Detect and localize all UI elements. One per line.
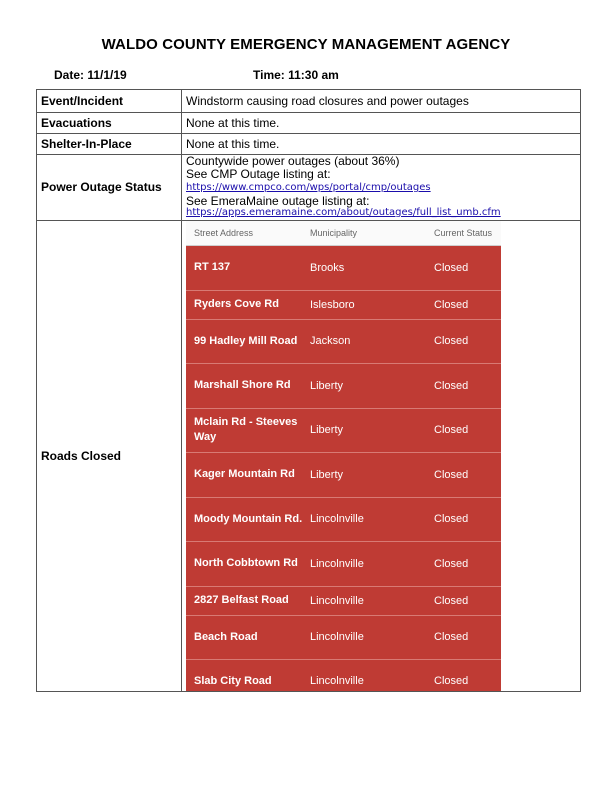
- road-street-address: Marshall Shore Rd: [194, 379, 291, 391]
- roads-table-header: [186, 221, 501, 246]
- municipality-header: Municipality: [310, 227, 358, 238]
- cmp-outage-text: See CMP Outage listing at:: [186, 166, 331, 181]
- evacuations-label: Evacuations: [37, 113, 182, 134]
- event-value: Windstorm causing road closures and power outages: [182, 90, 581, 113]
- street-address-header: Street Address: [194, 227, 254, 238]
- evacuations-value: None at this time.: [182, 113, 581, 134]
- road-status: Closed: [434, 513, 469, 525]
- road-municipality: Islesboro: [310, 298, 355, 311]
- road-status: Closed: [434, 631, 469, 643]
- road-closure-row: [186, 291, 501, 320]
- power-outage-value: [182, 155, 581, 221]
- roads-closed-value: [182, 220, 581, 691]
- page-title: WALDO COUNTY EMERGENCY MANAGEMENT AGENCY: [101, 36, 511, 53]
- road-municipality: Liberty: [310, 468, 344, 481]
- power-outage-label: Power Outage Status: [37, 155, 182, 221]
- power-outage-summary: Countywide power outages (about 36%): [186, 154, 400, 168]
- road-status: Closed: [434, 675, 469, 687]
- road-closure-row: [186, 364, 501, 409]
- road-closure-row: [186, 498, 501, 542]
- road-municipality: Brooks: [310, 261, 345, 274]
- status-report-table: [36, 89, 581, 692]
- shelter-value: None at this time.: [182, 134, 581, 155]
- shelter-row: [37, 134, 581, 155]
- report-date: Date: 11/1/19: [54, 68, 127, 82]
- road-municipality: Liberty: [310, 424, 344, 436]
- emera-outage-text: See EmeraMaine outage listing at:: [186, 193, 370, 208]
- road-closure-row: [186, 409, 501, 453]
- event-row: [37, 90, 581, 113]
- road-closure-row: [186, 542, 501, 587]
- road-status: Closed: [434, 468, 469, 481]
- road-street-address: Ryders Cove Rd: [194, 298, 279, 310]
- road-status: Closed: [434, 594, 469, 607]
- cmp-outage-link[interactable]: https://www.cmpco.com/wps/portal/cmp/outages: [186, 182, 431, 193]
- event-label: Event/Incident: [37, 90, 182, 113]
- road-municipality: Jackson: [310, 335, 351, 347]
- road-closure-row: [186, 587, 501, 616]
- road-street-address: Moody Mountain Rd.: [194, 512, 303, 525]
- current-status-header: Current Status: [434, 227, 493, 238]
- road-status: Closed: [434, 379, 469, 392]
- shelter-label: Shelter-In-Place: [37, 134, 182, 155]
- road-status: Closed: [434, 335, 469, 347]
- road-municipality: Lincolnville: [310, 631, 364, 643]
- cmp-outage-line: [186, 168, 576, 195]
- roads-closed-row: [37, 220, 581, 691]
- road-street-address: Kager Mountain Rd: [194, 468, 295, 480]
- road-closure-row: [186, 660, 501, 691]
- road-street-address: 2827 Belfast Road: [194, 594, 289, 606]
- power-outage-row: [37, 155, 581, 221]
- roads-table-body: [186, 246, 501, 691]
- road-street-address: 99 Hadley Mill Road: [194, 334, 298, 347]
- evacuations-row: [37, 113, 581, 134]
- road-closure-row: [186, 453, 501, 498]
- road-municipality: Lincolnville: [310, 557, 364, 570]
- road-status: Closed: [434, 424, 469, 436]
- road-status: Closed: [434, 298, 469, 311]
- road-closure-row: [186, 616, 501, 660]
- road-municipality: Lincolnville: [310, 513, 364, 525]
- road-street-address: North Cobbtown Rd: [194, 557, 298, 569]
- road-street-address: Mclain Rd - Steeves Way: [194, 416, 298, 443]
- road-street-address: RT 137: [194, 261, 231, 273]
- road-closure-row: [186, 246, 501, 291]
- report-time: Time: 11:30 am: [253, 68, 339, 82]
- roads-closed-label: Roads Closed: [37, 220, 182, 691]
- emera-outage-link[interactable]: https://apps.emeramaine.com/about/outages/full_list_umb.cfm: [186, 207, 501, 218]
- road-status: Closed: [434, 557, 469, 570]
- road-closure-row: [186, 320, 501, 364]
- road-street-address: Slab City Road: [194, 674, 272, 687]
- road-municipality: Lincolnville: [310, 675, 364, 687]
- road-municipality: Lincolnville: [310, 594, 364, 607]
- road-status: Closed: [434, 261, 469, 274]
- road-street-address: Beach Road: [194, 630, 258, 643]
- road-municipality: Liberty: [310, 379, 344, 392]
- roads-closed-screenshot: [186, 221, 501, 691]
